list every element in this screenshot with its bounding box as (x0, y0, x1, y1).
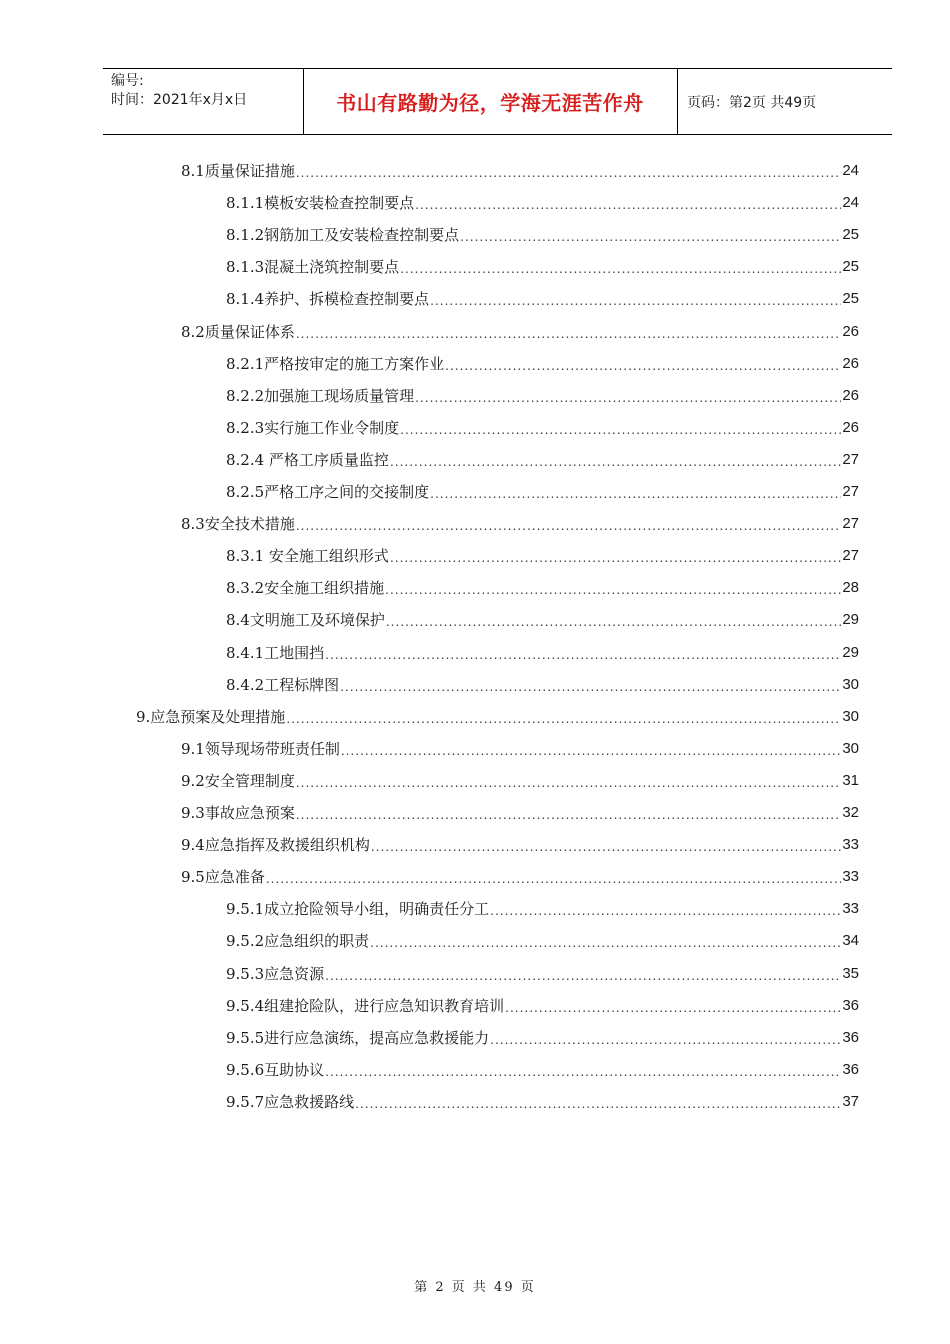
toc-leader-dots (286, 711, 841, 727)
toc-entry-page: 35 (842, 964, 859, 982)
toc-entry-page: 25 (842, 258, 859, 276)
header-motto: 书山有路勤为径，学海无涯苦作舟 (336, 91, 644, 115)
toc-entry-title: 9.1领导现场带班责任制 (181, 739, 340, 758)
toc-entry[interactable] (226, 673, 859, 695)
toc-entry-page: 31 (842, 771, 859, 789)
toc-entry-page: 26 (842, 354, 859, 372)
toc-entry-page: 29 (842, 611, 859, 629)
toc-leader-dots (400, 261, 841, 277)
toc-entry[interactable] (181, 737, 859, 759)
toc-leader-dots (445, 358, 841, 374)
toc-entry[interactable] (226, 1090, 859, 1112)
toc-entry-title: 8.1.4养护、拆模检查控制要点 (226, 290, 430, 309)
toc-leader-dots (296, 518, 841, 534)
toc-leader-dots (325, 1064, 841, 1080)
toc-entry-page: 33 (842, 900, 859, 918)
toc-entry-title: 8.3安全技术措施 (181, 515, 295, 534)
toc-entry-title: 8.2.1严格按审定的施工方案作业 (226, 354, 445, 373)
toc-entry-title: 8.2.3实行施工作业令制度 (226, 418, 400, 437)
toc-entry[interactable] (226, 994, 859, 1016)
document-number-label: 编号: (111, 73, 144, 89)
toc-entry[interactable] (226, 480, 859, 502)
toc-entry-page: 36 (842, 996, 859, 1014)
toc-entry-title: 9.5应急准备 (181, 868, 265, 887)
toc-entry[interactable] (226, 1026, 859, 1048)
toc-entry[interactable] (181, 865, 859, 887)
toc-entry[interactable] (181, 512, 859, 534)
toc-entry-title: 8.3.2安全施工组织措施 (226, 579, 385, 598)
toc-leader-dots (430, 293, 841, 309)
toc-entry-title: 9.应急预案及处理措施 (136, 707, 286, 726)
toc-leader-dots (415, 197, 841, 213)
toc-entry-page: 28 (842, 579, 859, 597)
toc-leader-dots (355, 1096, 841, 1112)
toc-entry-title: 8.2.2加强施工现场质量管理 (226, 386, 415, 405)
toc-entry[interactable] (226, 576, 859, 598)
toc-entry-title: 8.1.3混凝土浇筑控制要点 (226, 258, 400, 277)
toc-entry-page: 30 (842, 739, 859, 757)
toc-entry-page: 32 (842, 804, 859, 821)
toc-leader-dots (390, 454, 841, 470)
toc-entry-title: 9.5.7应急救援路线 (226, 1092, 355, 1111)
toc-leader-dots (386, 614, 841, 630)
toc-leader-dots (490, 903, 841, 919)
toc-entry[interactable] (226, 608, 859, 630)
toc-leader-dots (296, 807, 841, 823)
toc-leader-dots (430, 486, 841, 502)
toc-entry-page: 33 (842, 836, 859, 854)
toc-entry[interactable] (226, 962, 859, 984)
toc-entry-page: 25 (842, 290, 859, 308)
toc-entry-page: 26 (842, 322, 859, 340)
toc-leader-dots (370, 935, 841, 951)
toc-entry-title: 8.1.1模板安装检查控制要点 (226, 194, 415, 213)
toc-entry-title: 9.5.5进行应急演练，提高应急救援能力 (226, 1028, 490, 1047)
toc-entry-title: 8.1.2钢筋加工及安装检查控制要点 (226, 226, 460, 245)
toc-entry-page: 29 (842, 643, 859, 661)
toc-leader-dots (390, 550, 841, 566)
toc-leader-dots (415, 390, 841, 406)
toc-leader-dots (325, 968, 841, 984)
toc-entry[interactable] (226, 897, 859, 919)
toc-leader-dots (296, 165, 841, 181)
toc-entry[interactable] (226, 544, 859, 566)
toc-leader-dots (505, 1000, 841, 1016)
toc-entry-title: 9.2安全管理制度 (181, 771, 295, 790)
toc-leader-dots (371, 839, 841, 855)
toc-entry-page: 37 (842, 1092, 859, 1110)
toc-leader-dots (385, 582, 841, 598)
toc-leader-dots (266, 871, 841, 887)
toc-entry-title: 8.4.2工程标牌图 (226, 675, 340, 694)
toc-entry-page: 33 (842, 868, 859, 886)
toc-leader-dots (400, 422, 841, 438)
header-info-cell (103, 69, 304, 134)
toc-leader-dots (341, 743, 841, 759)
toc-entry-page: 25 (842, 226, 859, 244)
toc-entry-title: 8.3.1 安全施工组织形式 (226, 547, 389, 566)
toc-entry[interactable] (226, 352, 859, 374)
toc-entry-page: 36 (842, 1060, 859, 1078)
toc-entry[interactable] (226, 929, 859, 951)
toc-entry-page: 30 (842, 707, 859, 725)
toc-entry[interactable] (181, 159, 859, 181)
toc-entry[interactable] (226, 641, 859, 663)
header-motto-cell (303, 69, 678, 134)
toc-entry[interactable] (226, 191, 859, 213)
toc-entry-title: 8.4文明施工及环境保护 (226, 611, 385, 630)
toc-entry-page: 26 (842, 418, 859, 436)
toc-leader-dots (296, 775, 841, 791)
toc-entry-title: 9.5.3应急资源 (226, 964, 325, 983)
toc-entry[interactable] (226, 416, 859, 438)
page-header (103, 68, 892, 135)
toc-entry-page: 24 (842, 162, 859, 179)
toc-entry[interactable] (181, 320, 859, 342)
toc-leader-dots (325, 647, 841, 663)
toc-entry-title: 8.4.1工地围挡 (226, 643, 325, 662)
toc-entry-title: 8.2.5严格工序之间的交接制度 (226, 483, 430, 501)
toc-leader-dots (490, 1032, 841, 1048)
toc-entry-title: 9.5.4组建抢险队，进行应急知识教育培训 (226, 996, 505, 1015)
toc-entry-page: 24 (842, 194, 859, 212)
toc-entry[interactable] (226, 223, 859, 245)
toc-leader-dots (460, 229, 841, 245)
toc-entry-page: 27 (842, 515, 859, 533)
toc-entry-page: 27 (842, 450, 859, 468)
toc-entry[interactable] (181, 801, 859, 823)
toc-entry-title: 8.2.4 严格工序质量监控 (226, 450, 389, 469)
toc-entry-title: 9.5.1成立抢险领导小组，明确责任分工 (226, 900, 490, 919)
toc-entry[interactable] (226, 255, 859, 277)
toc-entry-page: 30 (842, 675, 859, 693)
toc-entry-page: 27 (842, 547, 859, 565)
toc-entry[interactable] (181, 833, 859, 855)
toc-leader-dots (296, 326, 841, 342)
toc-entry[interactable] (181, 769, 859, 791)
toc-entry-title: 9.5.2应急组织的职责 (226, 932, 370, 951)
toc-entry[interactable] (226, 384, 859, 406)
toc-entry-title: 8.2质量保证体系 (181, 322, 295, 341)
header-page-number: 页码：第2页 共49页 (687, 94, 817, 111)
toc-entry-page: 26 (842, 386, 859, 404)
toc-entry[interactable] (226, 1058, 859, 1080)
page-footer: 第 2 页 共 49 页 (414, 1280, 536, 1295)
document-time-label: 时间：2021年x月x日 (111, 92, 248, 108)
toc-entry[interactable] (136, 705, 859, 727)
toc-entry-title: 9.4应急指挥及救援组织机构 (181, 836, 370, 855)
toc-entry-title: 9.3事故应急预案 (181, 804, 295, 822)
toc-leader-dots (340, 679, 841, 695)
header-page-cell (677, 69, 892, 134)
toc-entry-page: 34 (842, 932, 859, 950)
toc-entry-page: 27 (842, 483, 859, 500)
toc-entry[interactable] (226, 448, 859, 470)
toc-entry-title: 9.5.6互助协议 (226, 1060, 325, 1079)
toc-entry-title: 8.1质量保证措施 (181, 162, 295, 180)
toc-entry[interactable] (226, 287, 859, 309)
toc-entry-page: 36 (842, 1028, 859, 1046)
